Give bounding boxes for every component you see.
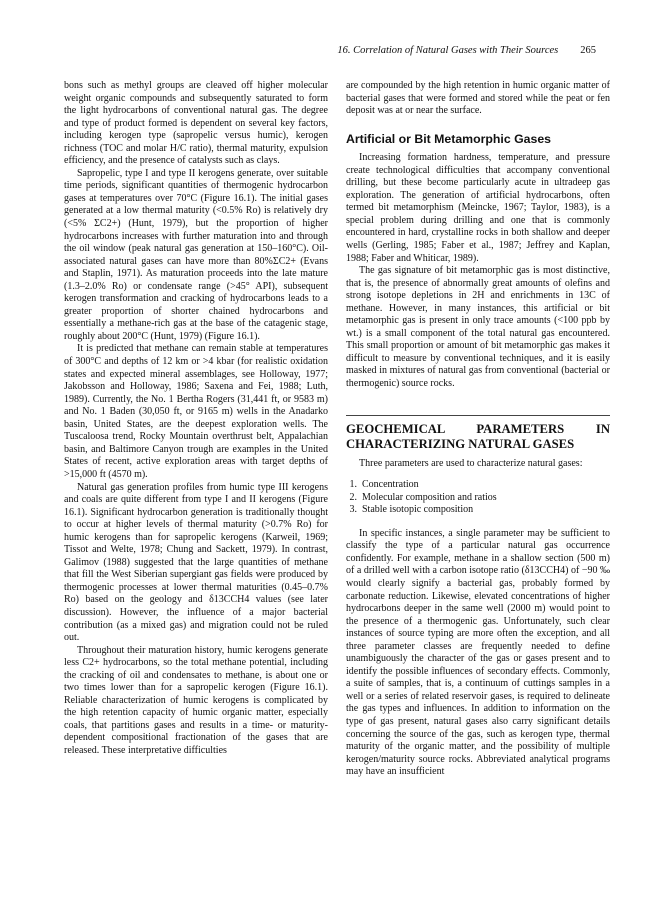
running-head [64, 45, 596, 56]
paragraph: Three parameters are used to characterize natural gases: [359, 457, 583, 469]
major-section-heading: GEOCHEMICAL PARAMETERS IN CHARACTERIZING NATURAL GASES [346, 415, 610, 452]
list-item: 2. Molecular composition and ratios [362, 492, 610, 505]
list-item: 1. Concentration [362, 479, 610, 492]
paragraph: Natural gas generation profiles from humic type III kerogens and coals are quite different from type I and II kerogens (Figure 16.1). Significant hydrocarbon generation is traditionally thought to occur at higher levels of thermal maturity (>0.7% Ro) for humic kerogens than for sapropelic kerogens (Karweil, 1969; Tissot and Welte, 1978; Chung and Sackett, 1979). In contrast, Galimov (1988) suggested that the large quantities of methane that fill the West Siberian supergiant gas fields were produced by thermogenic processes at lower thermal maturities (0.45–0.7% Ro) based on the geology and δ13CCH4 values (see later discussion). However, the influence of a major bacterial contribution (as a mixed gas) and migration could not be ruled out. [64, 481, 328, 644]
paragraph: In specific instances, a single parameter may be sufficient to classify the type of a particular natural gas occurrence confidently. For example, methane in a shallow section (500 m) of a drilled well with a carbon isotope ratio (δ13CCH4) of −90 ‰ would clearly signify a bacterial gas, probably formed by carbonate reduction. Likewise, elevated concentrations of higher hydrocarbons deeper in the same well (2000 m) would point to the presence of a thermogenic gas. Unfortunately, such clear instances of source typing are more often the exception, and all three parameter classes are frequently needed to define unambiguously the character of the gas or gases present and to identify the possible influences of secondary effects. Commonly, a suite of samples, that is, a continuum of cuttings samples in a well or a series of related reservoir gases, is required to delineate the gas types and influences. In addition to information on the type of gas present, natural gases also carry significant details concerning the source of the gas, such as kerogen type, thermal maturity of the organic matter, and the possibility of multiple kerogen/maturity source rocks. Abbreviated analytical programs may have an insufficient [346, 527, 610, 778]
paragraph: It is predicted that methane can remain stable at temperatures of 300°C and depths of 12 km or >4 kbar (for realistic oxidation states and expected mineral assemblages, see Holloway, 1977; Jakobsson and Holloway, 1986; Saxena and Fei, 1988; Luth, 1989). Currently, the No. 1 Bertha Rogers (31,441 ft, or 9583 m) and No. 1 Baden (30,050 ft, or 9165 m) wells in the Anadarko basin, United States, are the deepest exploration wells. The Tuscaloosa trend, Rocky Mountain overthrust belt, Appalachian basin, and Baltimore Canyon trough are examples in the United States of recent, active exploration areas with target depths of >15,000 ft (4570 m). [64, 343, 328, 480]
right-column [346, 80, 610, 779]
page-number: 265 [580, 45, 596, 56]
paragraph: are compounded by the high retention in humic organic matter of bacterial gases that were formed and stored while the peat or fen deposit was at or near the surface. [346, 80, 610, 117]
paragraph: bons such as methyl groups are cleaved off higher molecular weight organic compounds and subsequently saturated to form the light hydrocarbons of conventional natural gas. The degree and type of product formed is dependent on several key factors, including kerogen type (sapropelic versus humic), kerogen richness (TOC and molar H/C ratio), thermal maturity, expulsion efficiency, and the presence of catalysts such as clays. [64, 80, 328, 167]
paragraph: Increasing formation hardness, temperature, and pressure create technological difficulties that accompany conventional drilling, but these become particularly acute in ultradeep gas exploration. The generation of artificial hydrocarbons, often termed bit metamorphism (Meincke, 1967; Taylor, 1983), is a special problem during drilling and one that is commonly encountered in hard, crystalline rocks in both shallow and deeper wells (Gerling, 1985; Faber et al., 1987; Jeffrey and Kaplan, 1988; Faber and Whiticar, 1989). [346, 152, 610, 264]
section-heading: Artificial or Bit Metamorphic Gases [346, 131, 552, 146]
left-column [64, 80, 328, 758]
running-head-title: 16. Correlation of Natural Gases with Their Sources [337, 45, 559, 56]
paragraph: Sapropelic, type I and type II kerogens generate, over suitable time periods, significant quantities of thermogenic hydrocarbon gases at temperatures over 70°C (Figure 16.1). The initial gases generated at a low thermal maturity (<0.5% Ro) is relatively dry (<5% ΣC2+) (Hunt, 1979), but the proportion of higher hydrocarbons increases with further maturation into and through the oil window (peak natural gas generation at 150–160°C). Oil-associated natural gases can have more than 80%ΣC2+ (Evans and Staplin, 1971). As maturation proceeds into the late mature (1.3–2.0% Ro) or condensate range (>45° API), subsequent kerogen transformation and cracking of hydrocarbons leads to a greater proportion of shorter chained hydrocarbons and essentially a methane-rich gas at the base of the catagenic stage, roughly about 200°C (Hunt, 1979) (Figure 16.1). [64, 167, 328, 342]
list-item: 3. Stable isotopic composition [362, 504, 610, 517]
paragraph: Throughout their maturation history, humic kerogens generate less C2+ hydrocarbons, so the total methane potential, including the cracking of oil and condensates to methane, is about one or two times lower than for a sapropelic kerogen (Figure 16.1). Reliable characterization of humic kerogens is complicated by the high retention capacity of humic organic matter, especially coals, that partitions gases and results in a time- or maturity-dependent compositional fractionation of the gases that are released. These interpretative difficulties [64, 644, 328, 756]
parameter-list [346, 479, 610, 517]
paragraph: The gas signature of bit metamorphic gas is most distinctive, that is, the presence of abnormally great amounts of olefins and strong isotope depletions in 2H and enrichments in 13C of methane. However, in many instances, this artificial or bit metamorphic gas is present in only trace amounts (<100 ppb by wt.) is a small component of the total natural gas encountered. This small proportion or amount of bit metamorphic gas makes it difficult to measure by conventional techniques, and it is easily masked in mixtures of natural gas from conventional (bacterial or thermogenic) source rocks. [346, 265, 610, 390]
